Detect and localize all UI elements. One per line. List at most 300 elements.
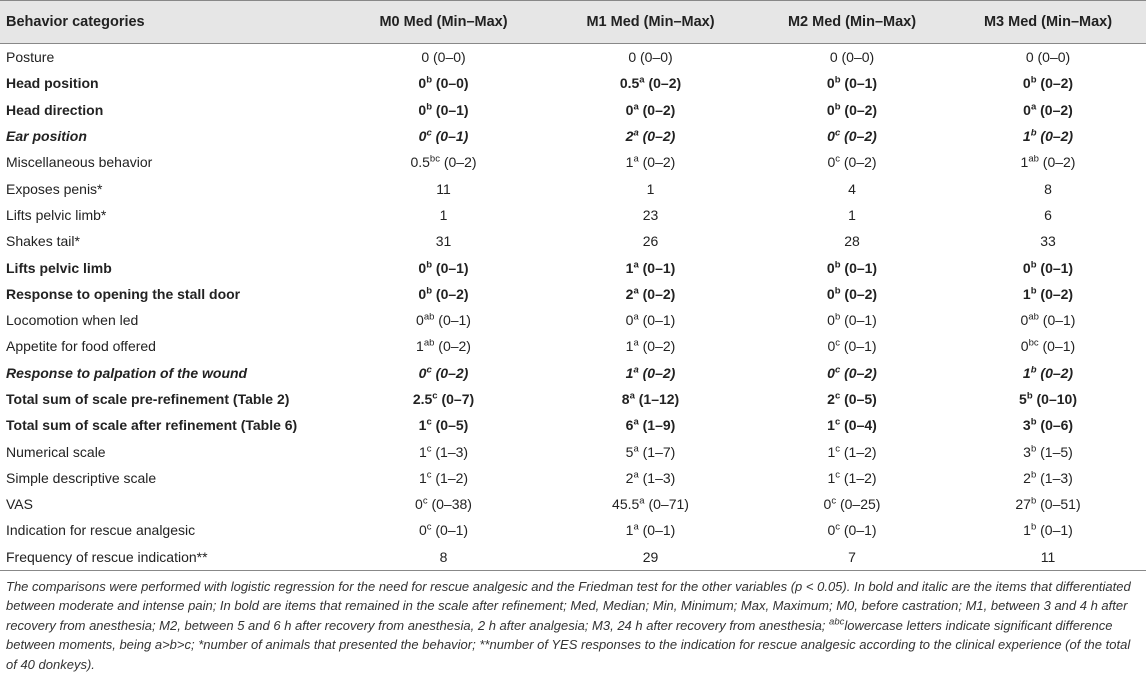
cell-m1 xyxy=(547,97,754,123)
cell-m0 xyxy=(340,70,547,96)
cell-m0 xyxy=(340,175,547,201)
median-value: 0 xyxy=(418,259,427,276)
median-value: 11 xyxy=(1040,548,1056,565)
cell-m2 xyxy=(754,97,950,123)
significance-letter: a xyxy=(633,469,639,481)
footnote-text-2: lowercase letters indicate significant difference between moments, being a>b>c; *number of animals that presented the behavior; **number of YES responses to the indication for rescue analgesic according to the clinical experience (of the total of 40 donkeys). xyxy=(6,617,1131,672)
median-value: 1 xyxy=(625,259,634,276)
table-row xyxy=(0,412,1146,438)
table-row xyxy=(0,281,1146,307)
range-value: (1–2) xyxy=(435,469,469,486)
table-row xyxy=(0,254,1146,280)
median-value: 1 xyxy=(1022,364,1031,381)
range-value: (0–2) xyxy=(1042,154,1076,171)
range-value: (0–5) xyxy=(435,417,469,434)
median-value: 3 xyxy=(1023,443,1031,460)
median-value: 1 xyxy=(827,443,836,460)
table-row xyxy=(0,202,1146,228)
cell-m2 xyxy=(754,438,950,464)
significance-letter: a xyxy=(633,285,639,297)
median-value: 29 xyxy=(642,548,659,565)
row-label: Locomotion when led xyxy=(6,312,139,329)
significance-letter: c xyxy=(422,495,428,507)
cell-m1 xyxy=(547,307,754,333)
footnote-text-1: The comparisons were performed with logistic regression for the need for rescue analgesic and the Friedman test for the other variables (p < 0.05). In bold and italic are the items that differentiated between moderate and intense pain; In bold are items that remained in the scale after refinement; Med, Median; Min, Minimum; Max, Maximum; M0, before castration; M1, between 3 and 4 h after recovery from anesthesia; M2, between 5 and 6 h after recovery from anesthesia, 2 h after analgesia; M3, 24 h after recovery from anesthesia; xyxy=(6,578,1131,633)
cell-m1 xyxy=(547,70,754,96)
significance-letter: c xyxy=(831,495,837,507)
median-value: 33 xyxy=(1040,233,1056,250)
cell-m3 xyxy=(950,491,1146,517)
cell-m2 xyxy=(754,149,950,175)
significance-letter: a xyxy=(633,337,639,349)
median-value: 5 xyxy=(1019,391,1027,407)
cell-m2 xyxy=(754,544,950,571)
cell-m3 xyxy=(950,438,1146,464)
range-value: (0–2) xyxy=(648,75,682,92)
range-value: (0–2) xyxy=(843,154,877,171)
table-row xyxy=(0,360,1146,386)
range-value: (0–1) xyxy=(1042,312,1076,329)
range-value: (0–25) xyxy=(839,496,881,513)
median-value: 0 xyxy=(827,128,835,145)
header-m3: M3 Med (Min–Max) xyxy=(950,1,1146,44)
row-label: Lifts pelvic limb* xyxy=(6,206,107,223)
range-value: (0–2) xyxy=(642,154,676,171)
median-value: 0 xyxy=(625,312,634,329)
row-label: Response to opening the stall door xyxy=(6,285,241,302)
median-value: 0 xyxy=(826,75,835,92)
cell-m3 xyxy=(950,254,1146,280)
table-row xyxy=(0,307,1146,333)
cell-m3 xyxy=(950,544,1146,571)
median-value: 2 xyxy=(625,285,634,302)
significance-letter: c xyxy=(426,127,432,139)
significance-letter: ab xyxy=(423,311,435,323)
significance-letter: a xyxy=(633,101,639,113)
significance-letter: c xyxy=(432,390,438,402)
significance-letter: b xyxy=(834,285,841,297)
median-value: 0 xyxy=(418,101,427,118)
median-value: 0 xyxy=(829,49,838,66)
range-value: (0–2) xyxy=(642,285,676,302)
median-value: 1 xyxy=(1022,285,1031,302)
range-value: (0–2) xyxy=(435,285,469,302)
significance-letter: c xyxy=(834,416,841,428)
cell-m2 xyxy=(754,175,950,201)
median-value: 0 xyxy=(827,364,835,381)
significance-letter: b xyxy=(426,74,433,86)
range-value: (0–0) xyxy=(435,75,469,92)
median-value: 0 xyxy=(1020,312,1029,329)
median-value: 1 xyxy=(416,338,424,355)
range-value: (1–12) xyxy=(638,391,680,407)
significance-letter: a xyxy=(633,153,639,165)
median-value: 0 xyxy=(418,128,427,145)
cell-m2 xyxy=(754,254,950,280)
range-value: (0–1) xyxy=(1042,338,1076,355)
significance-letter: a xyxy=(633,416,639,428)
median-value: 1 xyxy=(418,443,427,460)
cell-m1 xyxy=(547,465,754,491)
table-row xyxy=(0,228,1146,254)
row-label: Frequency of rescue indication** xyxy=(6,548,208,565)
significance-letter: c xyxy=(834,364,841,376)
cell-m3 xyxy=(950,465,1146,491)
significance-letter: b xyxy=(1030,127,1037,139)
range-value: (0–2) xyxy=(1040,364,1074,381)
significance-letter: b xyxy=(1026,390,1033,402)
significance-letter: b xyxy=(1030,74,1037,86)
median-value: 0 xyxy=(628,49,637,66)
range-value: (0–1) xyxy=(1040,522,1073,539)
significance-letter: b xyxy=(426,258,433,270)
row-label: Numerical scale xyxy=(6,443,106,460)
header-behavior: Behavior categories xyxy=(0,1,340,44)
median-value: 23 xyxy=(642,206,659,223)
cell-m2 xyxy=(754,360,950,386)
significance-letter: c xyxy=(835,442,840,454)
range-value: (0–1) xyxy=(1040,259,1074,276)
range-value: (0–71) xyxy=(648,496,689,513)
median-value: 2.5 xyxy=(412,391,433,407)
table-row xyxy=(0,465,1146,491)
row-label: Posture xyxy=(6,49,55,66)
median-value: 0 xyxy=(418,364,427,381)
cell-m3 xyxy=(950,386,1146,412)
median-value: 0 xyxy=(827,312,835,329)
row-label: Simple descriptive scale xyxy=(6,469,157,486)
table-row xyxy=(0,44,1146,71)
table-row xyxy=(0,386,1146,412)
row-label: Lifts pelvic limb xyxy=(6,259,112,276)
significance-letter: ab xyxy=(1028,153,1039,165)
table-row xyxy=(0,491,1146,517)
significance-letter: b xyxy=(1030,258,1037,270)
significance-letter: b xyxy=(426,285,433,297)
median-value: 2 xyxy=(625,469,634,486)
cell-m1 xyxy=(547,175,754,201)
significance-letter: b xyxy=(1030,442,1037,454)
median-value: 0 xyxy=(1025,49,1034,66)
range-value: (0–51) xyxy=(1040,496,1081,513)
range-value: (0–2) xyxy=(844,285,878,302)
cell-m3 xyxy=(950,360,1146,386)
median-value: 8 xyxy=(439,548,448,565)
range-value: (0–1) xyxy=(642,312,676,329)
range-value: (1–3) xyxy=(642,469,676,486)
significance-letter: c xyxy=(426,364,432,376)
median-value: 2 xyxy=(625,128,634,145)
median-value: 1 xyxy=(418,417,427,434)
cell-m2 xyxy=(754,307,950,333)
cell-m3 xyxy=(950,517,1146,543)
range-value: (0–1) xyxy=(844,259,878,276)
cell-m1 xyxy=(547,44,754,71)
row-label: Total sum of scale after refinement (Table 6) xyxy=(6,417,298,434)
table-row xyxy=(0,333,1146,359)
cell-m0 xyxy=(340,412,547,438)
median-value: 0.5 xyxy=(619,75,640,92)
significance-letter: a xyxy=(639,495,645,507)
significance-letter: c xyxy=(834,127,841,139)
range-value: (0–1) xyxy=(844,75,878,92)
range-value: (0–4) xyxy=(844,417,877,434)
row-label: Appetite for food offered xyxy=(6,338,156,355)
cell-m3 xyxy=(950,97,1146,123)
significance-letter: ab xyxy=(1028,311,1039,323)
median-value: 0 xyxy=(827,338,836,355)
median-value: 4 xyxy=(848,180,856,197)
row-label: Miscellaneous behavior xyxy=(6,154,153,171)
significance-letter: c xyxy=(426,416,432,428)
range-value: (0–1) xyxy=(844,312,877,329)
range-value: (0–1) xyxy=(438,312,471,329)
cell-m0 xyxy=(340,44,547,71)
median-value: 0 xyxy=(1020,338,1029,355)
range-value: (0–2) xyxy=(844,101,878,118)
row-label: Response to palpation of the wound xyxy=(6,364,248,381)
row-label: Indication for rescue analgesic xyxy=(6,522,196,539)
median-value: 1 xyxy=(848,206,856,223)
cell-m2 xyxy=(754,333,950,359)
header-m0: M0 Med (Min–Max) xyxy=(340,1,547,44)
cell-m2 xyxy=(754,386,950,412)
cell-m0 xyxy=(340,333,547,359)
range-value: (0–2) xyxy=(1040,75,1074,92)
range-value: (0–7) xyxy=(441,391,475,407)
table-row xyxy=(0,175,1146,201)
cell-m0 xyxy=(340,438,547,464)
cell-m3 xyxy=(950,307,1146,333)
cell-m1 xyxy=(547,544,754,571)
median-value: 0.5 xyxy=(410,154,430,171)
median-value: 0 xyxy=(827,522,836,539)
cell-m3 xyxy=(950,149,1146,175)
median-value: 0 xyxy=(418,522,427,539)
median-value: 11 xyxy=(436,180,451,197)
table-row xyxy=(0,123,1146,149)
significance-letter: a xyxy=(639,74,645,86)
cell-m0 xyxy=(340,517,547,543)
range-value: (0–2) xyxy=(443,154,477,171)
significance-letter: c xyxy=(835,469,840,481)
cell-m1 xyxy=(547,281,754,307)
range-value: (0–1) xyxy=(435,522,469,539)
range-value: (0–1) xyxy=(642,259,676,276)
median-value: 1 xyxy=(625,364,634,381)
significance-letter: b xyxy=(1030,521,1037,533)
median-value: 1 xyxy=(646,180,655,197)
cell-m0 xyxy=(340,202,547,228)
cell-m2 xyxy=(754,412,950,438)
significance-letter: a xyxy=(633,364,639,376)
cell-m1 xyxy=(547,333,754,359)
cell-m1 xyxy=(547,438,754,464)
cell-m1 xyxy=(547,123,754,149)
significance-letter: b xyxy=(1030,416,1037,428)
cell-m0 xyxy=(340,149,547,175)
cell-m3 xyxy=(950,412,1146,438)
cell-m1 xyxy=(547,228,754,254)
median-value: 0 xyxy=(826,259,835,276)
range-value: (0–1) xyxy=(642,522,676,539)
cell-m1 xyxy=(547,149,754,175)
range-value: (0–2) xyxy=(1040,101,1073,118)
range-value: (0–2) xyxy=(844,364,877,381)
significance-letter: c xyxy=(834,390,841,402)
row-label: Exposes penis* xyxy=(6,180,103,197)
range-value: (0–0) xyxy=(433,49,466,66)
median-value: 0 xyxy=(1022,75,1031,92)
range-value: (1–2) xyxy=(843,469,877,486)
row-label: Total sum of scale pre-refinement (Table 2) xyxy=(6,391,290,407)
range-value: (0–0) xyxy=(640,49,673,66)
median-value: 1 xyxy=(1023,522,1031,539)
table-row xyxy=(0,149,1146,175)
significance-letter: a xyxy=(633,442,639,454)
significance-letter: a xyxy=(633,127,639,139)
cell-m3 xyxy=(950,281,1146,307)
median-value: 1 xyxy=(418,469,427,486)
median-value: 1 xyxy=(625,522,634,539)
cell-m3 xyxy=(950,123,1146,149)
cell-m0 xyxy=(340,228,547,254)
significance-letter: c xyxy=(835,521,840,533)
median-value: 1 xyxy=(1020,154,1029,171)
median-value: 1 xyxy=(827,417,835,434)
cell-m2 xyxy=(754,517,950,543)
median-value: 0 xyxy=(823,496,832,513)
cell-m2 xyxy=(754,465,950,491)
range-value: (0–0) xyxy=(841,49,875,66)
median-value: 1 xyxy=(439,206,448,223)
table-row xyxy=(0,97,1146,123)
cell-m1 xyxy=(547,412,754,438)
row-label: Ear position xyxy=(6,128,87,145)
range-value: (0–2) xyxy=(642,364,676,381)
significance-letter: a xyxy=(633,311,639,323)
cell-m0 xyxy=(340,544,547,571)
range-value: (0–1) xyxy=(435,128,469,145)
median-value: 3 xyxy=(1022,417,1031,434)
median-value: 6 xyxy=(625,417,634,434)
table-row xyxy=(0,70,1146,96)
row-label: Shakes tail* xyxy=(6,233,80,250)
median-value: 8 xyxy=(621,391,630,407)
significance-letter: c xyxy=(426,469,432,481)
cell-m2 xyxy=(754,70,950,96)
row-label: VAS xyxy=(6,496,33,513)
range-value: (1–2) xyxy=(843,443,877,460)
range-value: (0–10) xyxy=(1036,391,1077,407)
cell-m0 xyxy=(340,360,547,386)
range-value: (0–2) xyxy=(844,128,877,145)
cell-m2 xyxy=(754,228,950,254)
cell-m3 xyxy=(950,228,1146,254)
footnote-sup: abc xyxy=(829,616,845,628)
cell-m1 xyxy=(547,254,754,280)
range-value: (0–1) xyxy=(435,101,469,118)
significance-letter: b xyxy=(1030,469,1037,481)
significance-letter: b xyxy=(426,101,433,113)
significance-letter: a xyxy=(633,521,639,533)
significance-letter: bc xyxy=(1028,337,1039,349)
cell-m0 xyxy=(340,254,547,280)
median-value: 0 xyxy=(418,285,427,302)
range-value: (1–7) xyxy=(642,443,676,460)
row-label: Head position xyxy=(6,75,99,92)
median-value: 45.5 xyxy=(612,496,640,513)
significance-letter: b xyxy=(1030,364,1037,376)
cell-m2 xyxy=(754,491,950,517)
median-value: 0 xyxy=(1023,101,1031,118)
significance-letter: b xyxy=(1030,285,1037,297)
range-value: (0–6) xyxy=(1040,417,1074,434)
range-value: (0–1) xyxy=(435,259,469,276)
median-value: 26 xyxy=(642,233,659,250)
median-value: 0 xyxy=(421,49,430,66)
range-value: (0–2) xyxy=(642,128,676,145)
significance-letter: b xyxy=(834,258,841,270)
significance-letter: b xyxy=(1030,495,1037,507)
cell-m2 xyxy=(754,202,950,228)
median-value: 1 xyxy=(827,469,836,486)
cell-m2 xyxy=(754,123,950,149)
range-value: (0–38) xyxy=(431,496,472,513)
median-value: 0 xyxy=(415,496,423,513)
significance-letter: c xyxy=(426,521,432,533)
cell-m2 xyxy=(754,44,950,71)
range-value: (0–2) xyxy=(1040,285,1074,302)
median-value: 31 xyxy=(435,233,452,250)
cell-m0 xyxy=(340,491,547,517)
range-value: (0–2) xyxy=(435,364,469,381)
median-value: 1 xyxy=(625,338,634,355)
median-value: 28 xyxy=(844,233,860,250)
cell-m3 xyxy=(950,202,1146,228)
cell-m3 xyxy=(950,333,1146,359)
range-value: (1–3) xyxy=(1040,469,1073,486)
significance-letter: b xyxy=(834,101,841,113)
header-row xyxy=(0,1,1146,44)
significance-letter: c xyxy=(835,337,840,349)
median-value: 0 xyxy=(416,312,424,329)
median-value: 2 xyxy=(1023,469,1031,486)
median-value: 8 xyxy=(1044,180,1052,197)
significance-letter: ab xyxy=(423,337,435,349)
median-value: 6 xyxy=(1044,206,1052,223)
significance-letter: a xyxy=(1030,101,1037,113)
significance-letter: c xyxy=(835,153,840,165)
header-m1: M1 Med (Min–Max) xyxy=(547,1,754,44)
cell-m0 xyxy=(340,307,547,333)
range-value: (0–2) xyxy=(642,338,676,355)
range-value: (0–1) xyxy=(843,338,877,355)
median-value: 27 xyxy=(1015,496,1031,513)
significance-letter: a xyxy=(633,258,639,270)
range-value: (0–1) xyxy=(843,522,877,539)
range-value: (0–2) xyxy=(438,338,471,355)
range-value: (1–3) xyxy=(435,443,469,460)
range-value: (1–9) xyxy=(642,417,676,434)
cell-m0 xyxy=(340,97,547,123)
table-row xyxy=(0,438,1146,464)
median-value: 0 xyxy=(418,75,427,92)
median-value: 0 xyxy=(1022,259,1031,276)
range-value: (0–0) xyxy=(1037,49,1071,66)
median-value: 0 xyxy=(827,154,836,171)
cell-m1 xyxy=(547,517,754,543)
